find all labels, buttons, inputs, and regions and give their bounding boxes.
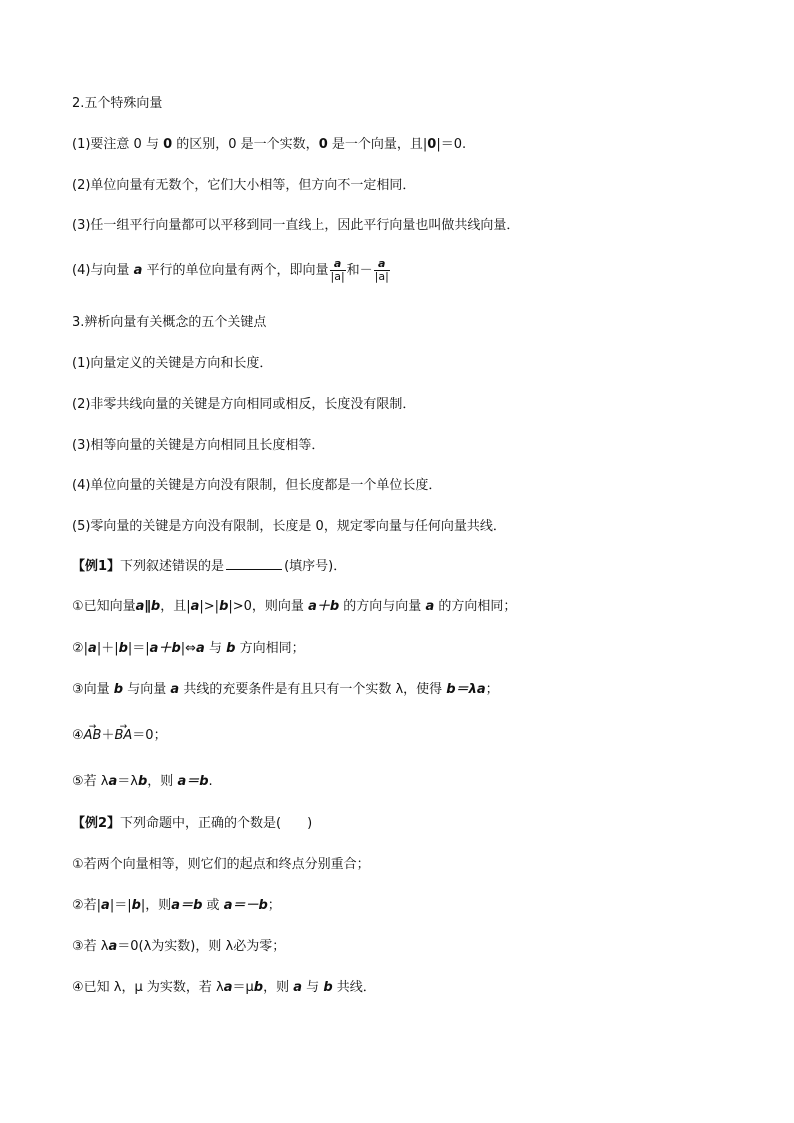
fraction-denominator: |a| bbox=[330, 270, 345, 283]
math: a bbox=[108, 939, 118, 954]
math: b bbox=[118, 641, 128, 656]
text: ④已知 λ，μ 为实数，若 λ bbox=[72, 980, 224, 995]
text: ＝λ bbox=[117, 774, 138, 789]
math: a∥b bbox=[135, 599, 161, 614]
text: ②若| bbox=[72, 898, 102, 913]
example-label: 【例1】 bbox=[72, 559, 121, 574]
text: |＝| bbox=[109, 898, 132, 913]
section3-item4: (4)单位向量的关键是方向没有限制，但长度都是一个单位长度． bbox=[72, 478, 442, 493]
example2-prompt bbox=[72, 815, 312, 833]
vector-ba: → BA bbox=[114, 727, 132, 745]
example1-option4 bbox=[72, 727, 167, 745]
text: ④ bbox=[72, 728, 84, 743]
text: ①已知向量 bbox=[72, 599, 136, 614]
text: |＋| bbox=[96, 641, 119, 656]
math: a bbox=[293, 980, 303, 995]
text: 平行的单位向量有两个，即向量 bbox=[146, 263, 329, 278]
text: 是一个向量，且| bbox=[331, 137, 428, 152]
example1-option3 bbox=[72, 681, 499, 699]
math: b bbox=[131, 898, 141, 913]
math: a bbox=[108, 774, 118, 789]
text: . bbox=[208, 774, 213, 789]
section2-item4 bbox=[72, 258, 391, 283]
math: a＝－b bbox=[223, 898, 268, 913]
math: a bbox=[223, 980, 233, 995]
math: a bbox=[170, 682, 180, 697]
math: b bbox=[226, 641, 236, 656]
text: ，则 bbox=[263, 980, 290, 995]
text: ②| bbox=[72, 641, 89, 656]
text: (填序号)． bbox=[284, 559, 347, 574]
text: 的区别，0 是一个实数， bbox=[176, 137, 319, 152]
math: b bbox=[137, 774, 148, 789]
text: ＋ bbox=[101, 728, 115, 743]
math: a＋b bbox=[308, 599, 340, 614]
section2-item3: (3)任一组平行向量都可以平移到同一直线上，因此平行向量也叫做共线向量． bbox=[72, 218, 520, 233]
example1-option1 bbox=[72, 598, 516, 616]
text: |＝0. bbox=[436, 137, 467, 152]
math: a bbox=[190, 599, 200, 614]
text: ； bbox=[267, 898, 281, 913]
text: ，且| bbox=[160, 599, 191, 614]
section3-heading: 3.辨析向量有关概念的五个关键点 bbox=[72, 315, 267, 330]
math: a＝b bbox=[177, 774, 209, 789]
fraction-numerator: a bbox=[330, 258, 346, 271]
math: b bbox=[219, 599, 229, 614]
unit-vector-fraction bbox=[330, 258, 346, 283]
section3-item2: (2)非零共线向量的关键是方向相同或相反，长度没有限制． bbox=[72, 397, 416, 412]
text: ⑤若 λ bbox=[72, 774, 109, 789]
example2-option2 bbox=[72, 897, 281, 915]
section2-heading: 2.五个特殊向量 bbox=[72, 96, 163, 111]
section3-item5: (5)零向量的关键是方向没有限制，长度是 0，规定零向量与任何向量共线． bbox=[72, 519, 506, 534]
math: b bbox=[113, 682, 124, 697]
math: a bbox=[101, 898, 110, 913]
section3-item1: (1)向量定义的关键是方向和长度． bbox=[72, 356, 273, 371]
math: b＝λa bbox=[446, 682, 486, 697]
example1-prompt bbox=[72, 557, 346, 576]
vector-a: a bbox=[133, 263, 143, 278]
text: 共线的充要条件是有且只有一个实数 λ，使得 bbox=[183, 682, 443, 697]
text: ③若 λ bbox=[72, 939, 109, 954]
section2-item2: (2)单位向量有无数个，它们大小相等，但方向不一定相同． bbox=[72, 178, 416, 193]
math: a bbox=[196, 641, 205, 656]
text: ，则 bbox=[147, 774, 174, 789]
fraction-denominator: |a| bbox=[374, 270, 389, 283]
math: b bbox=[323, 980, 333, 995]
fraction-numerator: a bbox=[374, 258, 390, 271]
section3-item3: (3)相等向量的关键是方向相同且长度相等． bbox=[72, 438, 325, 453]
math: a＋b bbox=[149, 641, 181, 656]
math: a bbox=[425, 599, 435, 614]
section2-item1 bbox=[72, 136, 466, 154]
text: 下列命题中，正确的个数是( ) bbox=[120, 816, 313, 831]
text: 与 bbox=[208, 641, 222, 656]
example1-option5 bbox=[72, 773, 213, 791]
zero-vector: 0 bbox=[318, 137, 328, 152]
text: 与 bbox=[306, 980, 320, 995]
text: 的方向与向量 bbox=[343, 599, 422, 614]
text: (1)要注意 0 与 bbox=[72, 137, 159, 152]
zero-vector: 0 bbox=[163, 137, 173, 152]
text: ＝0(λ为实数)，则 λ必为零； bbox=[117, 939, 286, 954]
text: 与向量 bbox=[127, 682, 167, 697]
text: 或 bbox=[206, 898, 220, 913]
text: |>| bbox=[199, 599, 220, 614]
text: 的方向相同； bbox=[438, 599, 517, 614]
zero-vector: 0 bbox=[427, 137, 437, 152]
example2-option1: ①若两个向量相等，则它们的起点和终点分别重合； bbox=[72, 857, 370, 872]
text: |⇔ bbox=[180, 641, 197, 656]
math: a＝b bbox=[171, 898, 203, 913]
vector-ab: → AB bbox=[84, 727, 102, 745]
text: 方向相同； bbox=[239, 641, 305, 656]
text: 和－ bbox=[346, 263, 373, 278]
text: (4)与向量 bbox=[72, 263, 130, 278]
example2-option4 bbox=[72, 979, 376, 997]
example2-option3 bbox=[72, 938, 285, 956]
text: ＝μ bbox=[232, 980, 254, 995]
text: ； bbox=[485, 682, 499, 697]
example-label: 【例2】 bbox=[72, 816, 121, 831]
math: a bbox=[88, 641, 97, 656]
math: b bbox=[253, 980, 264, 995]
text: |，则 bbox=[140, 898, 172, 913]
example1-option2 bbox=[72, 640, 305, 658]
text: ③向量 bbox=[72, 682, 110, 697]
text: 下列叙述错误的是 bbox=[120, 559, 225, 574]
answer-blank bbox=[226, 557, 282, 570]
text: 共线． bbox=[336, 980, 376, 995]
text: ＝0； bbox=[132, 728, 167, 743]
text: |>0，则向量 bbox=[228, 599, 304, 614]
text: |＝| bbox=[127, 641, 150, 656]
unit-vector-fraction bbox=[374, 258, 390, 283]
